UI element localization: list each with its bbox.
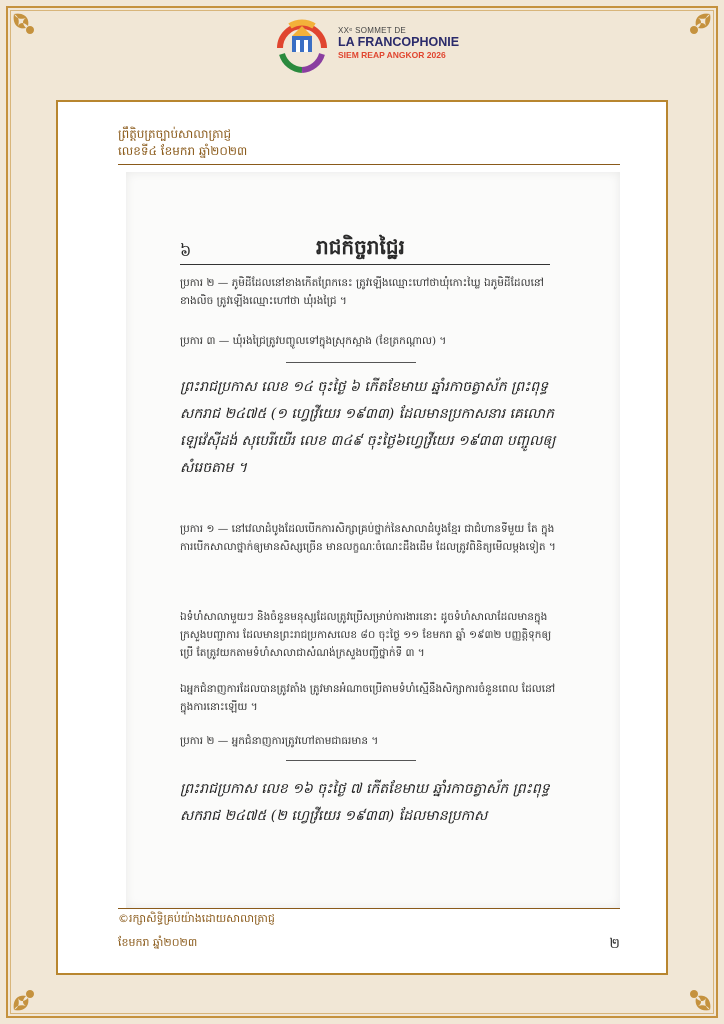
logo-edition: XXᵉ SOMMET DE — [338, 26, 407, 35]
footer-divider — [118, 908, 620, 909]
scan-paragraph: ឯអ្នកជំនាញការដែលបានត្រូវតាំង ត្រូវមានអំណាចប្រើតាមទំហំស្មើនឹងសិក្សាការចំនួនពេល ដែលនៅក្នុងការនោះឡើយ ។ — [180, 683, 556, 713]
scan-paragraph: ប្រការ ១ — នៅវេលាដំបូងដែលបើកការសិក្សាគ្រប់ថ្នាក់នៃសាលាដំបូងខ្មែរ ជាជំហានទីមួយ តែ ក្នុងការបើកសាលាថ្នាក់ឲ្យមានសិស្សច្រើន មានលក្ខណៈចំណេះដឹងដើម ដែលត្រូវពិនិត្យមើលម្ដងទៀត ។ — [180, 523, 556, 553]
document-header — [118, 126, 247, 160]
scan-section-divider — [286, 760, 416, 761]
scan-page-number: ៦ — [180, 241, 192, 260]
scan-section-divider — [286, 362, 416, 363]
document-page — [56, 100, 668, 975]
scan-paragraph: ឯទំហំសាលាមួយៗ និងចំនួនមនុស្សដែលត្រូវប្រើសម្រាប់ការងារនោះ ដូចទំហំសាលាដែលមានក្នុងក្រសួងបញ្ជាការ ដែលមានព្រះរាជប្រកាសលេខ ៨០ ចុះថ្ងៃ ១១ ខែមករា ឆ្នាំ ១៩៣២ បញ្ញត្តិទុកឲ្យប្រើ តែត្រូវយកតាមទំហំសាលាជាសំណង់ក្រសួងបញ្ជីថ្នាក់ទី ៣ ។ — [180, 611, 552, 659]
summit-logo — [270, 14, 470, 84]
scan-paragraph: ប្រការ ៣ — ឃុំរងជ្រៃត្រូវបញ្ចូលទៅក្នុងស្រុកស្អាង (ខែត្រកណ្ដាល) ។ — [180, 335, 447, 347]
header-journal-title: ព្រឹត្តិបត្រច្បាប់សាលាត្រាជ្ញ — [118, 127, 232, 141]
scan-paragraph: ប្រការ ២ — ភូមិដីដែលនៅខាងកើតព្រែកនេះ ត្រូវឡើងឈ្មោះហៅថាឃុំកោះឃ្លៃ ឯភូមិដីដែលនៅខាងលិច ត្រូវឡើងឈ្មោះហៅថា ឃុំរងជ្រៃ ។ — [180, 277, 544, 307]
header-divider — [118, 164, 620, 165]
scan-title-rule — [180, 264, 550, 265]
logo-title: LA FRANCOPHONIE — [338, 35, 460, 49]
header-issue: លេខទី៤ ខែមករា ឆ្នាំ២០២៣ — [118, 144, 248, 158]
footer-copyright: ©រក្សាសិទ្ធិគ្រប់យ៉ាងដោយសាលាត្រាជ្ញ — [118, 912, 275, 925]
corner-ornament-icon — [10, 978, 46, 1014]
francophonie-summit-logo-icon — [270, 14, 334, 78]
scan-decree-heading: ព្រះរាជប្រកាស លេខ ១៤ ចុះថ្ងៃ ៦ កើតខែមាឃ ឆ្នាំរកាចត្វាស័ក ព្រះពុទ្ធសករាជ ២៤៧៥ (១ ហ្វេវ្រីយេរ ១៩៣៣) ដែលមានប្រកាសនារ គេលោក ឡេវ៉េស៊ីដង់ សុបេរីយើរ លេខ ៣៤៩ ចុះថ្ងៃ៦ហ្វេវ្រីយេរ ១៩៣៣ បញ្ចូលឲ្យសំរេចតាម ។ — [180, 379, 556, 476]
corner-ornament-icon — [678, 10, 714, 46]
scan-paragraph: ប្រការ ២ — អ្នកជំនាញការត្រូវហៅតាមជាធរមាន ។ — [180, 735, 379, 747]
page-number: ២ — [609, 936, 620, 952]
logo-location: SIEM REAP ANGKOR 2026 — [338, 50, 446, 60]
scan-decree-heading: ព្រះរាជប្រកាស លេខ ១៦ ចុះថ្ងៃ ៧ កើតខែមាឃ ឆ្នាំរកាចត្វាស័ក ព្រះពុទ្ធសករាជ ២៤៧៥ (២ ហ្វេវ្រីយេរ ១៩៣៣) ដែលមានប្រកាស — [180, 781, 550, 824]
corner-ornament-icon — [10, 10, 46, 46]
corner-ornament-icon — [678, 978, 714, 1014]
scan-title: រាជកិច្ចរាជ្ឋៃរ — [316, 235, 405, 259]
scanned-page-image — [126, 172, 620, 908]
footer-date: ខែមករា ឆ្នាំ២០២៣ — [118, 936, 198, 949]
